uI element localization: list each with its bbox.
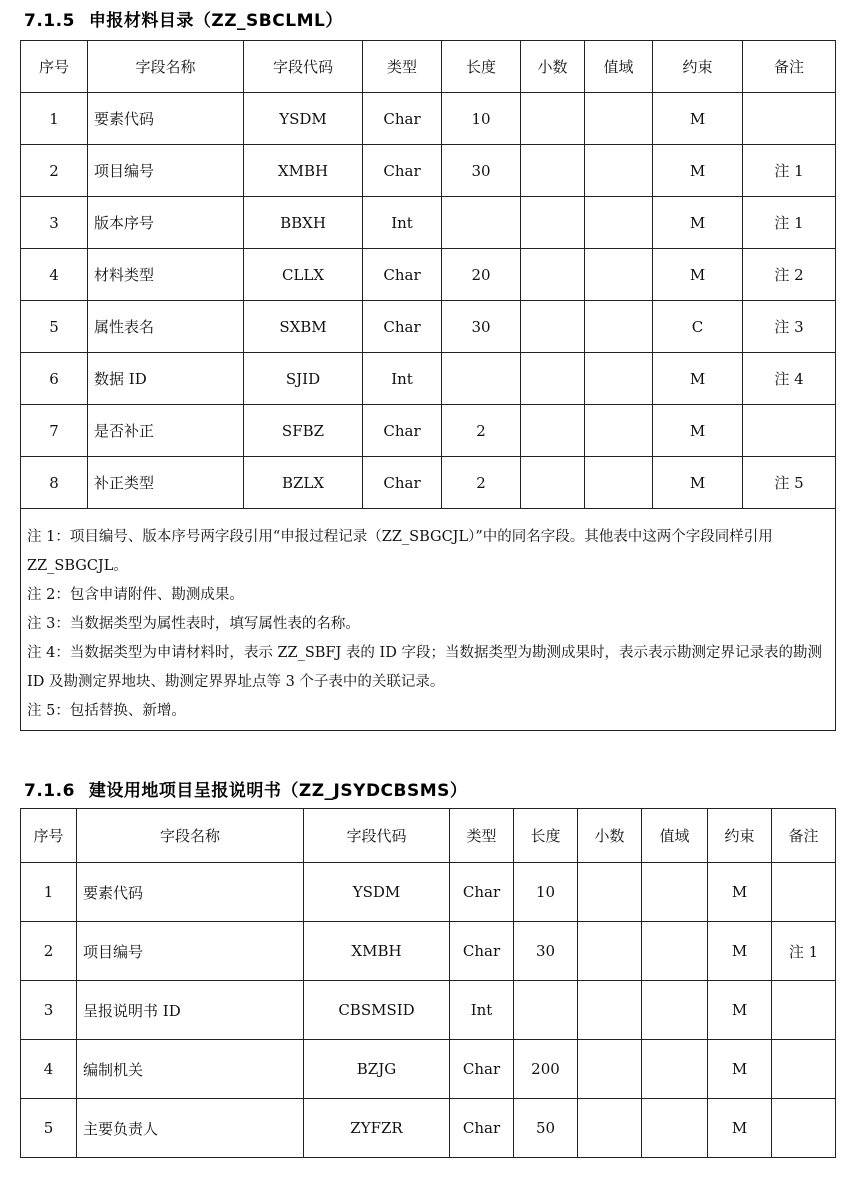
cell-constraint: M	[653, 249, 743, 301]
cell-remark: 注 2	[743, 249, 836, 301]
header-length: 长度	[442, 41, 521, 93]
cell-decimal	[578, 1099, 642, 1158]
cell-field-name: 呈报说明书 ID	[77, 981, 304, 1040]
cell-length: 30	[442, 145, 521, 197]
cell-seq: 6	[21, 353, 88, 405]
table-header-row	[21, 809, 836, 863]
cell-type: Char	[363, 301, 442, 353]
header-field-name: 字段名称	[77, 809, 304, 863]
cell-length	[514, 981, 578, 1040]
table-row	[21, 301, 836, 353]
cell-field-code: SXBM	[244, 301, 363, 353]
cell-seq: 3	[21, 981, 77, 1040]
cell-domain	[585, 93, 653, 145]
cell-decimal	[578, 922, 642, 981]
cell-field-name: 数据 ID	[88, 353, 244, 405]
cell-field-code: CBSMSID	[304, 981, 450, 1040]
cell-type: Char	[363, 145, 442, 197]
note-2: 注 2：包含申请附件、勘测成果。	[27, 587, 244, 603]
header-field-code: 字段代码	[244, 41, 363, 93]
cell-length: 200	[514, 1040, 578, 1099]
note-5: 注 5：包括替换、新增。	[27, 703, 186, 719]
cell-remark	[772, 1040, 836, 1099]
cell-constraint: C	[653, 301, 743, 353]
cell-field-code: CLLX	[244, 249, 363, 301]
notes-cell	[21, 509, 836, 731]
table-row	[21, 863, 836, 922]
cell-length: 10	[442, 93, 521, 145]
header-seq: 序号	[21, 809, 77, 863]
cell-decimal	[521, 93, 585, 145]
cell-field-name: 补正类型	[88, 457, 244, 509]
cell-field-name: 要素代码	[88, 93, 244, 145]
cell-field-code: BZLX	[244, 457, 363, 509]
cell-constraint: M	[653, 197, 743, 249]
note-3: 注 3：当数据类型为属性表时，填写属性表的名称。	[27, 616, 360, 632]
cell-type: Char	[450, 863, 514, 922]
table-row	[21, 1099, 836, 1158]
cell-domain	[585, 353, 653, 405]
section-number: 7.1.6	[24, 781, 75, 801]
cell-field-name: 项目编号	[88, 145, 244, 197]
cell-remark: 注 4	[743, 353, 836, 405]
cell-field-name: 项目编号	[77, 922, 304, 981]
header-decimal: 小数	[521, 41, 585, 93]
cell-seq: 4	[21, 249, 88, 301]
cell-field-code: YSDM	[304, 863, 450, 922]
cell-length: 2	[442, 457, 521, 509]
cell-remark	[772, 1099, 836, 1158]
cell-constraint: M	[708, 922, 772, 981]
cell-length: 50	[514, 1099, 578, 1158]
notes-row	[21, 509, 836, 731]
header-type: 类型	[363, 41, 442, 93]
cell-field-name: 版本序号	[88, 197, 244, 249]
cell-field-code: BBXH	[244, 197, 363, 249]
cell-constraint: M	[653, 353, 743, 405]
header-remark: 备注	[772, 809, 836, 863]
cell-domain	[585, 301, 653, 353]
cell-domain	[642, 1099, 708, 1158]
table-row	[21, 353, 836, 405]
cell-domain	[642, 981, 708, 1040]
table-row	[21, 145, 836, 197]
cell-seq: 2	[21, 922, 77, 981]
cell-remark: 注 1	[772, 922, 836, 981]
cell-type: Char	[363, 457, 442, 509]
table-row	[21, 981, 836, 1040]
table-row	[21, 405, 836, 457]
cell-type: Char	[450, 1099, 514, 1158]
cell-type: Int	[450, 981, 514, 1040]
header-domain: 值域	[585, 41, 653, 93]
cell-decimal	[578, 1040, 642, 1099]
section-title: 申报材料目录（ZZ_SBCLML）	[88, 11, 343, 31]
cell-length: 10	[514, 863, 578, 922]
cell-length: 2	[442, 405, 521, 457]
header-length: 长度	[514, 809, 578, 863]
cell-remark: 注 3	[743, 301, 836, 353]
cell-field-code: YSDM	[244, 93, 363, 145]
table-row	[21, 249, 836, 301]
header-field-name: 字段名称	[88, 41, 244, 93]
cell-decimal	[578, 981, 642, 1040]
table-row	[21, 197, 836, 249]
cell-decimal	[521, 197, 585, 249]
cell-decimal	[521, 145, 585, 197]
cell-decimal	[578, 863, 642, 922]
table-header-row	[21, 41, 836, 93]
cell-type: Char	[363, 249, 442, 301]
section-title: 建设用地项目呈报说明书（ZZ_JSYDCBSMS）	[88, 781, 468, 801]
cell-field-name: 是否补正	[88, 405, 244, 457]
cell-decimal	[521, 457, 585, 509]
header-field-code: 字段代码	[304, 809, 450, 863]
table-row	[21, 457, 836, 509]
cell-seq: 8	[21, 457, 88, 509]
cell-decimal	[521, 405, 585, 457]
section-heading-7-1-6	[24, 776, 467, 801]
cell-seq: 1	[21, 93, 88, 145]
cell-type: Char	[363, 93, 442, 145]
section-number: 7.1.5	[24, 11, 75, 31]
cell-domain	[585, 457, 653, 509]
cell-seq: 4	[21, 1040, 77, 1099]
cell-field-code: SJID	[244, 353, 363, 405]
cell-domain	[642, 922, 708, 981]
cell-length	[442, 197, 521, 249]
cell-decimal	[521, 249, 585, 301]
table-row	[21, 1040, 836, 1099]
cell-seq: 1	[21, 863, 77, 922]
cell-domain	[642, 1040, 708, 1099]
header-domain: 值域	[642, 809, 708, 863]
cell-remark: 注 1	[743, 197, 836, 249]
cell-remark: 注 5	[743, 457, 836, 509]
cell-domain	[585, 197, 653, 249]
cell-constraint: M	[708, 981, 772, 1040]
cell-domain	[585, 405, 653, 457]
cell-remark	[772, 863, 836, 922]
table-jsydcbsms	[20, 808, 836, 1158]
cell-field-code: ZYFZR	[304, 1099, 450, 1158]
cell-field-name: 属性表名	[88, 301, 244, 353]
cell-field-name: 材料类型	[88, 249, 244, 301]
cell-constraint: M	[653, 405, 743, 457]
table-sbclml	[20, 40, 836, 731]
cell-remark: 注 1	[743, 145, 836, 197]
cell-decimal	[521, 353, 585, 405]
header-type: 类型	[450, 809, 514, 863]
cell-length	[442, 353, 521, 405]
header-constraint: 约束	[653, 41, 743, 93]
cell-domain	[642, 863, 708, 922]
header-decimal: 小数	[578, 809, 642, 863]
cell-length: 30	[514, 922, 578, 981]
cell-constraint: M	[653, 457, 743, 509]
cell-type: Int	[363, 197, 442, 249]
cell-field-code: XMBH	[304, 922, 450, 981]
cell-constraint: M	[708, 1099, 772, 1158]
cell-field-code: BZJG	[304, 1040, 450, 1099]
cell-type: Int	[363, 353, 442, 405]
cell-constraint: M	[708, 1040, 772, 1099]
section-heading-7-1-5	[24, 6, 343, 31]
cell-field-name: 主要负责人	[77, 1099, 304, 1158]
cell-seq: 7	[21, 405, 88, 457]
cell-field-code: SFBZ	[244, 405, 363, 457]
header-constraint: 约束	[708, 809, 772, 863]
note-4: 注 4：当数据类型为申请材料时，表示 ZZ_SBFJ 表的 ID 字段；当数据类型为勘测成果时，表示表示勘测定界记录表的勘测 ID 及勘测定界地块、勘测定界界址点等 3 个子表中的关联记录。	[27, 645, 822, 690]
header-remark: 备注	[743, 41, 836, 93]
cell-field-name: 编制机关	[77, 1040, 304, 1099]
cell-remark	[743, 93, 836, 145]
cell-constraint: M	[653, 145, 743, 197]
cell-field-name: 要素代码	[77, 863, 304, 922]
cell-remark	[772, 981, 836, 1040]
cell-type: Char	[363, 405, 442, 457]
cell-constraint: M	[708, 863, 772, 922]
cell-constraint: M	[653, 93, 743, 145]
table-row	[21, 93, 836, 145]
note-1: 注 1：项目编号、版本序号两字段引用“申报过程记录（ZZ_SBGCJL）”中的同名字段。其他表中这两个字段同样引用 ZZ_SBGCJL。	[27, 529, 773, 574]
cell-domain	[585, 145, 653, 197]
cell-length: 20	[442, 249, 521, 301]
cell-seq: 3	[21, 197, 88, 249]
cell-seq: 2	[21, 145, 88, 197]
cell-remark	[743, 405, 836, 457]
cell-seq: 5	[21, 301, 88, 353]
header-seq: 序号	[21, 41, 88, 93]
table-row	[21, 922, 836, 981]
cell-field-code: XMBH	[244, 145, 363, 197]
cell-seq: 5	[21, 1099, 77, 1158]
cell-decimal	[521, 301, 585, 353]
cell-type: Char	[450, 1040, 514, 1099]
cell-type: Char	[450, 922, 514, 981]
cell-domain	[585, 249, 653, 301]
cell-length: 30	[442, 301, 521, 353]
